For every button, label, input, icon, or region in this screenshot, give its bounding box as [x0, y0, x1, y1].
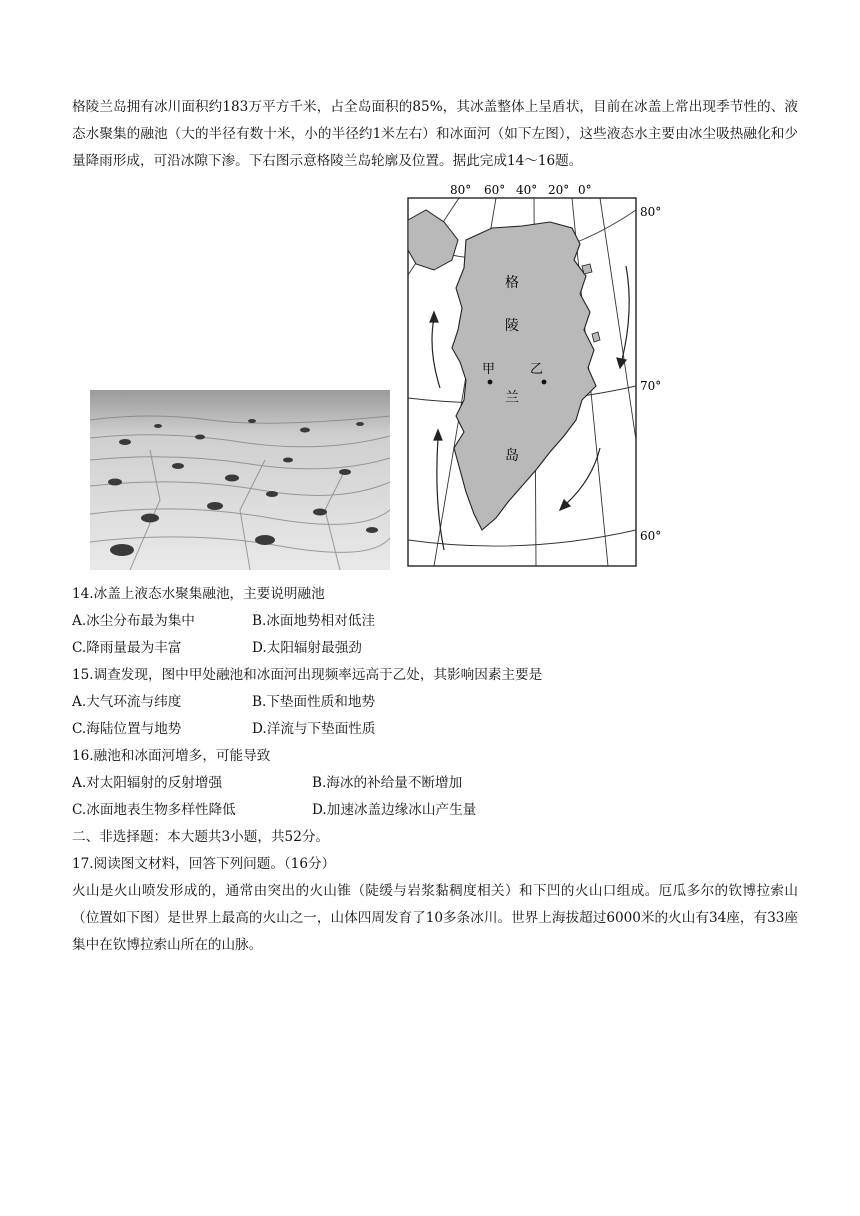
q14-option-a: A.冰尘分布最为集中 [72, 613, 195, 629]
q14-option-d: D.太阳辐射最强劲 [252, 640, 362, 656]
lat-label-60: 60° [640, 529, 662, 543]
lon-label-60: 60° [484, 183, 506, 197]
lat-label-80: 80° [640, 205, 662, 219]
question-16-stem: 16.融池和冰面河增多，可能导致 [72, 748, 271, 764]
lon-label-40: 40° [516, 183, 538, 197]
lon-label-0: 0° [578, 183, 592, 197]
lat-label-70: 70° [640, 379, 662, 393]
question-14-stem: 14.冰盖上液态水聚集融池，主要说明融池 [72, 586, 325, 602]
q15-option-b: B.下垫面性质和地势 [252, 694, 376, 710]
map-name-char-4: 岛 [505, 448, 519, 464]
lon-label-20: 20° [548, 183, 570, 197]
q16-option-b: B.海冰的补给量不断增加 [312, 775, 463, 791]
q14-option-c: C.降雨量最为丰富 [72, 640, 182, 656]
question-17-stem: 17.阅读图文材料，回答下列问题。（16分） [72, 856, 336, 872]
map-name-char-1: 格 [505, 275, 519, 291]
map-name-char-2: 陵 [505, 318, 519, 334]
lon-label-80: 80° [450, 183, 472, 197]
ice-sheet-photo [90, 390, 390, 570]
q15-option-d: D.洋流与下垫面性质 [252, 721, 376, 737]
question-17-material: 火山是火山喷发形成的，通常由突出的火山锥（陡缓与岩浆黏稠度相关）和下凹的火山口组成。厄瓜多尔的钦博拉索山（位置如下图）是世界上最高的火山之一，山体四周发育了10多条冰川。世界上海拔超过6000米的火山有34座，有33座集中在钦博拉索山所在的山脉。 [72, 883, 798, 953]
section-2-heading: 二、非选择题：本大题共3小题，共52分。 [72, 829, 330, 845]
map-point-yi: 乙 [530, 362, 544, 377]
q16-option-a: A.对太阳辐射的反射增强 [72, 775, 223, 791]
q14-option-b: B.冰面地势相对低洼 [252, 613, 376, 629]
greenland-map [404, 180, 674, 572]
map-name-char-3: 兰 [505, 390, 519, 406]
intro-paragraph: 格陵兰岛拥有冰川面积约183万平方千米，占全岛面积的85%，其冰盖整体上呈盾状，目前在冰盖上常出现季节性的、液态水聚集的融池（大的半径有数十米，小的半径约1米左右）和冰面河（如下左图），这些液态水主要由冰尘吸热融化和少量降雨形成，可沿冰隙下渗。下右图示意格陵兰岛轮廓及位置。据此完成14～16题。 [72, 99, 798, 169]
q15-option-c: C.海陆位置与地势 [72, 721, 182, 737]
q16-option-c: C.冰面地表生物多样性降低 [72, 802, 236, 818]
q16-option-d: D.加速冰盖边缘冰山产生量 [312, 802, 477, 818]
question-15-stem: 15.调查发现，图中甲处融池和冰面河出现频率远高于乙处，其影响因素主要是 [72, 667, 543, 683]
q15-option-a: A.大气环流与纬度 [72, 694, 182, 710]
map-point-jia: 甲 [482, 362, 496, 377]
